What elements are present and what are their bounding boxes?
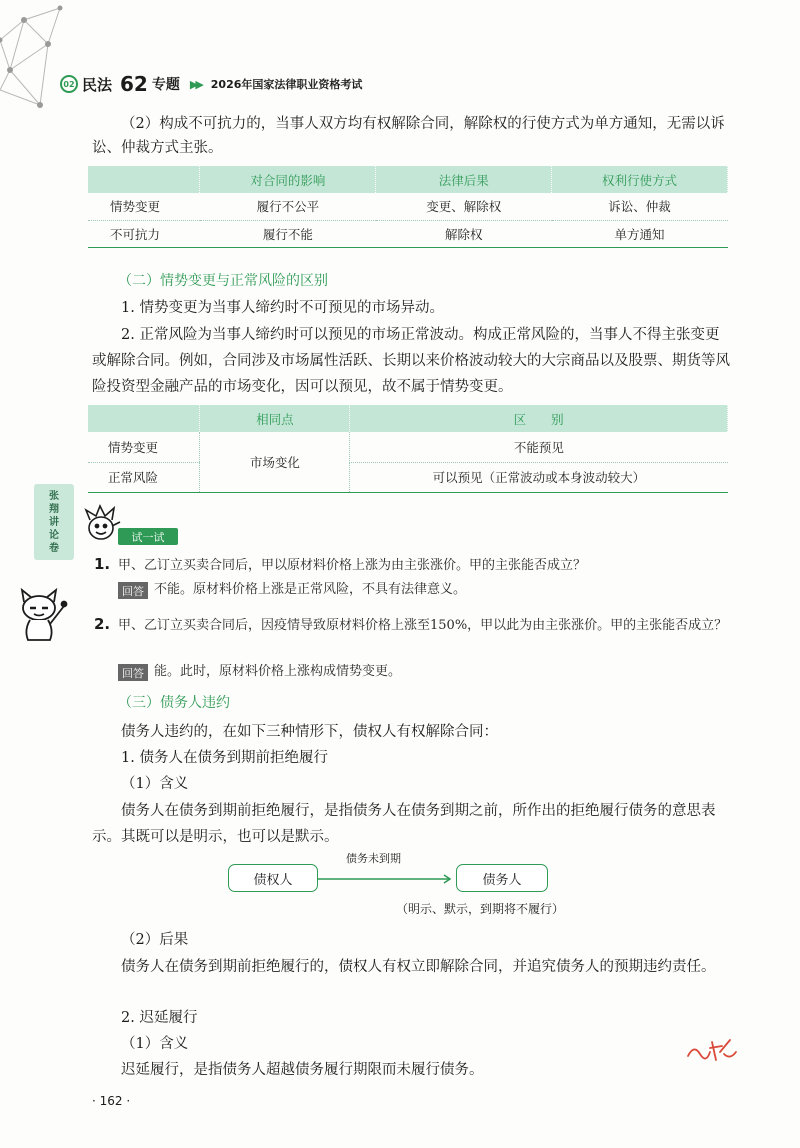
table-row bbox=[88, 462, 728, 492]
table-row-label: 不可抗力 bbox=[88, 220, 200, 247]
answer-2-tag: 回答 bbox=[118, 664, 148, 681]
header-title-line bbox=[60, 72, 362, 96]
header-topic-number: 62 bbox=[120, 72, 148, 96]
table-cell: 不能预见 bbox=[350, 432, 728, 462]
section-3-item-1-meaning-text: 债务人在债务到期前拒绝履行，是指债务人在债务到期之前，所作出的拒绝履行债务的意思表示。其既可以是明示，也可以是默示。 bbox=[92, 803, 716, 845]
side-tab-char: 翔 bbox=[49, 503, 59, 515]
table-cell: 履行不能 bbox=[200, 220, 376, 247]
header-subject: 民法 bbox=[82, 75, 113, 94]
question-2-number: 2. bbox=[94, 615, 111, 633]
table-row bbox=[88, 432, 728, 462]
section-3-item-1-result-text: 债务人在债务到期前拒绝履行的，债权人有权立即解除合同，并追究债务人的预期违约责任。 bbox=[121, 959, 716, 975]
question-2-text: 甲、乙订立买卖合同后，因疫情导致原材料价格上涨至150%，甲以此为由主张涨价。甲的主张能否成立？ bbox=[118, 618, 728, 633]
double-arrow-icon: ▶▶ bbox=[189, 77, 201, 91]
diagram-note: （明示、默示，到期将不履行） bbox=[396, 902, 565, 916]
table-header-cell bbox=[88, 166, 200, 193]
table-header-cell: 权利行使方式 bbox=[552, 166, 728, 193]
section-2-point-2: 2. 正常风险为当事人缔约时可以预见的市场正常波动。构成正常风险的，当事人不得主张变更或解除合同。例如，合同涉及市场属性活跃、长期以来价格波动较大的大宗商品以及股票、期货等风险投资型金融产品的市场变化，因可以预见，故不属于情势变更。 bbox=[92, 327, 730, 395]
side-tab-char: 论 bbox=[49, 529, 59, 541]
table-cell: 诉讼、仲裁 bbox=[552, 193, 728, 220]
comparison-table-1 bbox=[88, 166, 728, 248]
debtor-box: 债务人 bbox=[456, 864, 548, 892]
table-header-cell: 对合同的影响 bbox=[200, 166, 376, 193]
table-row-label: 正常风险 bbox=[88, 462, 200, 492]
relation-arrow-icon bbox=[318, 862, 458, 896]
answer-1-text: 不能。原材料价格上涨是正常风险，不具有法律意义。 bbox=[154, 582, 467, 597]
table-row-label: 情势变更 bbox=[88, 193, 200, 220]
section-3-item-1-meaning-heading: （1）含义 bbox=[121, 776, 189, 792]
page-number: · 162 · bbox=[92, 1094, 131, 1108]
section-3-item-1: 1. 债务人在债务到期前拒绝履行 bbox=[121, 750, 328, 766]
table-cell: 可以预见（正常波动或本身波动较大） bbox=[350, 462, 728, 492]
side-tab-char: 卷 bbox=[49, 542, 59, 554]
table-header-cell bbox=[88, 405, 200, 432]
section-2-title: （二）情势变更与正常风险的区别 bbox=[118, 273, 328, 289]
force-majeure-paragraph: （2）构成不可抗力的，当事人双方均有权解除合同，解除权的行使方式为单方通知，无需以诉讼、仲裁方式主张。 bbox=[92, 116, 725, 156]
question-1-text: 甲、乙订立买卖合同后，甲以原材料价格上涨为由主张涨价。甲的主张能否成立？ bbox=[118, 558, 587, 573]
signature-stamp-icon bbox=[680, 1030, 740, 1070]
section-2-point-1: 1. 情势变更为当事人缔约时不可预见的市场异动。 bbox=[121, 300, 444, 316]
table-header-cell: 法律后果 bbox=[376, 166, 552, 193]
answer-1-tag: 回答 bbox=[118, 582, 148, 599]
table-row bbox=[88, 193, 728, 220]
header-exam-title: 2026年国家法律职业资格考试 bbox=[210, 78, 363, 91]
section-3-item-2-meaning-text: 迟延履行，是指债务人超越债务履行期限而未履行债务。 bbox=[121, 1062, 484, 1078]
table-cell: 单方通知 bbox=[552, 220, 728, 247]
try-it-badge: 试一试 bbox=[118, 528, 178, 545]
section-3-item-1-result-heading: （2）后果 bbox=[121, 932, 189, 948]
creditor-box: 债权人 bbox=[228, 864, 318, 892]
table-header-cell: 相同点 bbox=[200, 405, 350, 432]
table-row bbox=[88, 220, 728, 247]
table-header-row bbox=[88, 405, 728, 432]
comparison-table-2 bbox=[88, 405, 728, 493]
side-tab-char: 讲 bbox=[49, 516, 59, 528]
table-cell: 解除权 bbox=[376, 220, 552, 247]
header-topic-label: 专题 bbox=[151, 77, 180, 93]
chapter-badge-icon: 02 bbox=[60, 75, 78, 93]
question-1-number: 1. bbox=[94, 555, 111, 573]
section-3-item-2-meaning-heading: （1）含义 bbox=[121, 1036, 189, 1052]
table-cell: 履行不公平 bbox=[200, 193, 376, 220]
table-header-row bbox=[88, 166, 728, 193]
page-header bbox=[0, 0, 800, 110]
table-header-cell: 区 别 bbox=[350, 405, 728, 432]
section-3-title: （三）债务人违约 bbox=[118, 695, 230, 711]
table-row-label: 情势变更 bbox=[88, 432, 200, 462]
mascot-cat-icon bbox=[16, 588, 68, 644]
table-cell-common: 市场变化 bbox=[200, 432, 350, 492]
answer-2-text: 能。此时，原材料价格上涨构成情势变更。 bbox=[154, 664, 402, 679]
table-cell: 变更、解除权 bbox=[376, 193, 552, 220]
side-tab bbox=[34, 484, 74, 560]
section-3-item-2: 2. 迟延履行 bbox=[121, 1010, 198, 1026]
section-3-intro: 债务人违约的，在如下三种情形下，债权人有权解除合同： bbox=[121, 724, 498, 740]
diagram-arrow-label: 债务未到期 bbox=[346, 852, 401, 865]
side-tab-char: 张 bbox=[49, 490, 59, 502]
